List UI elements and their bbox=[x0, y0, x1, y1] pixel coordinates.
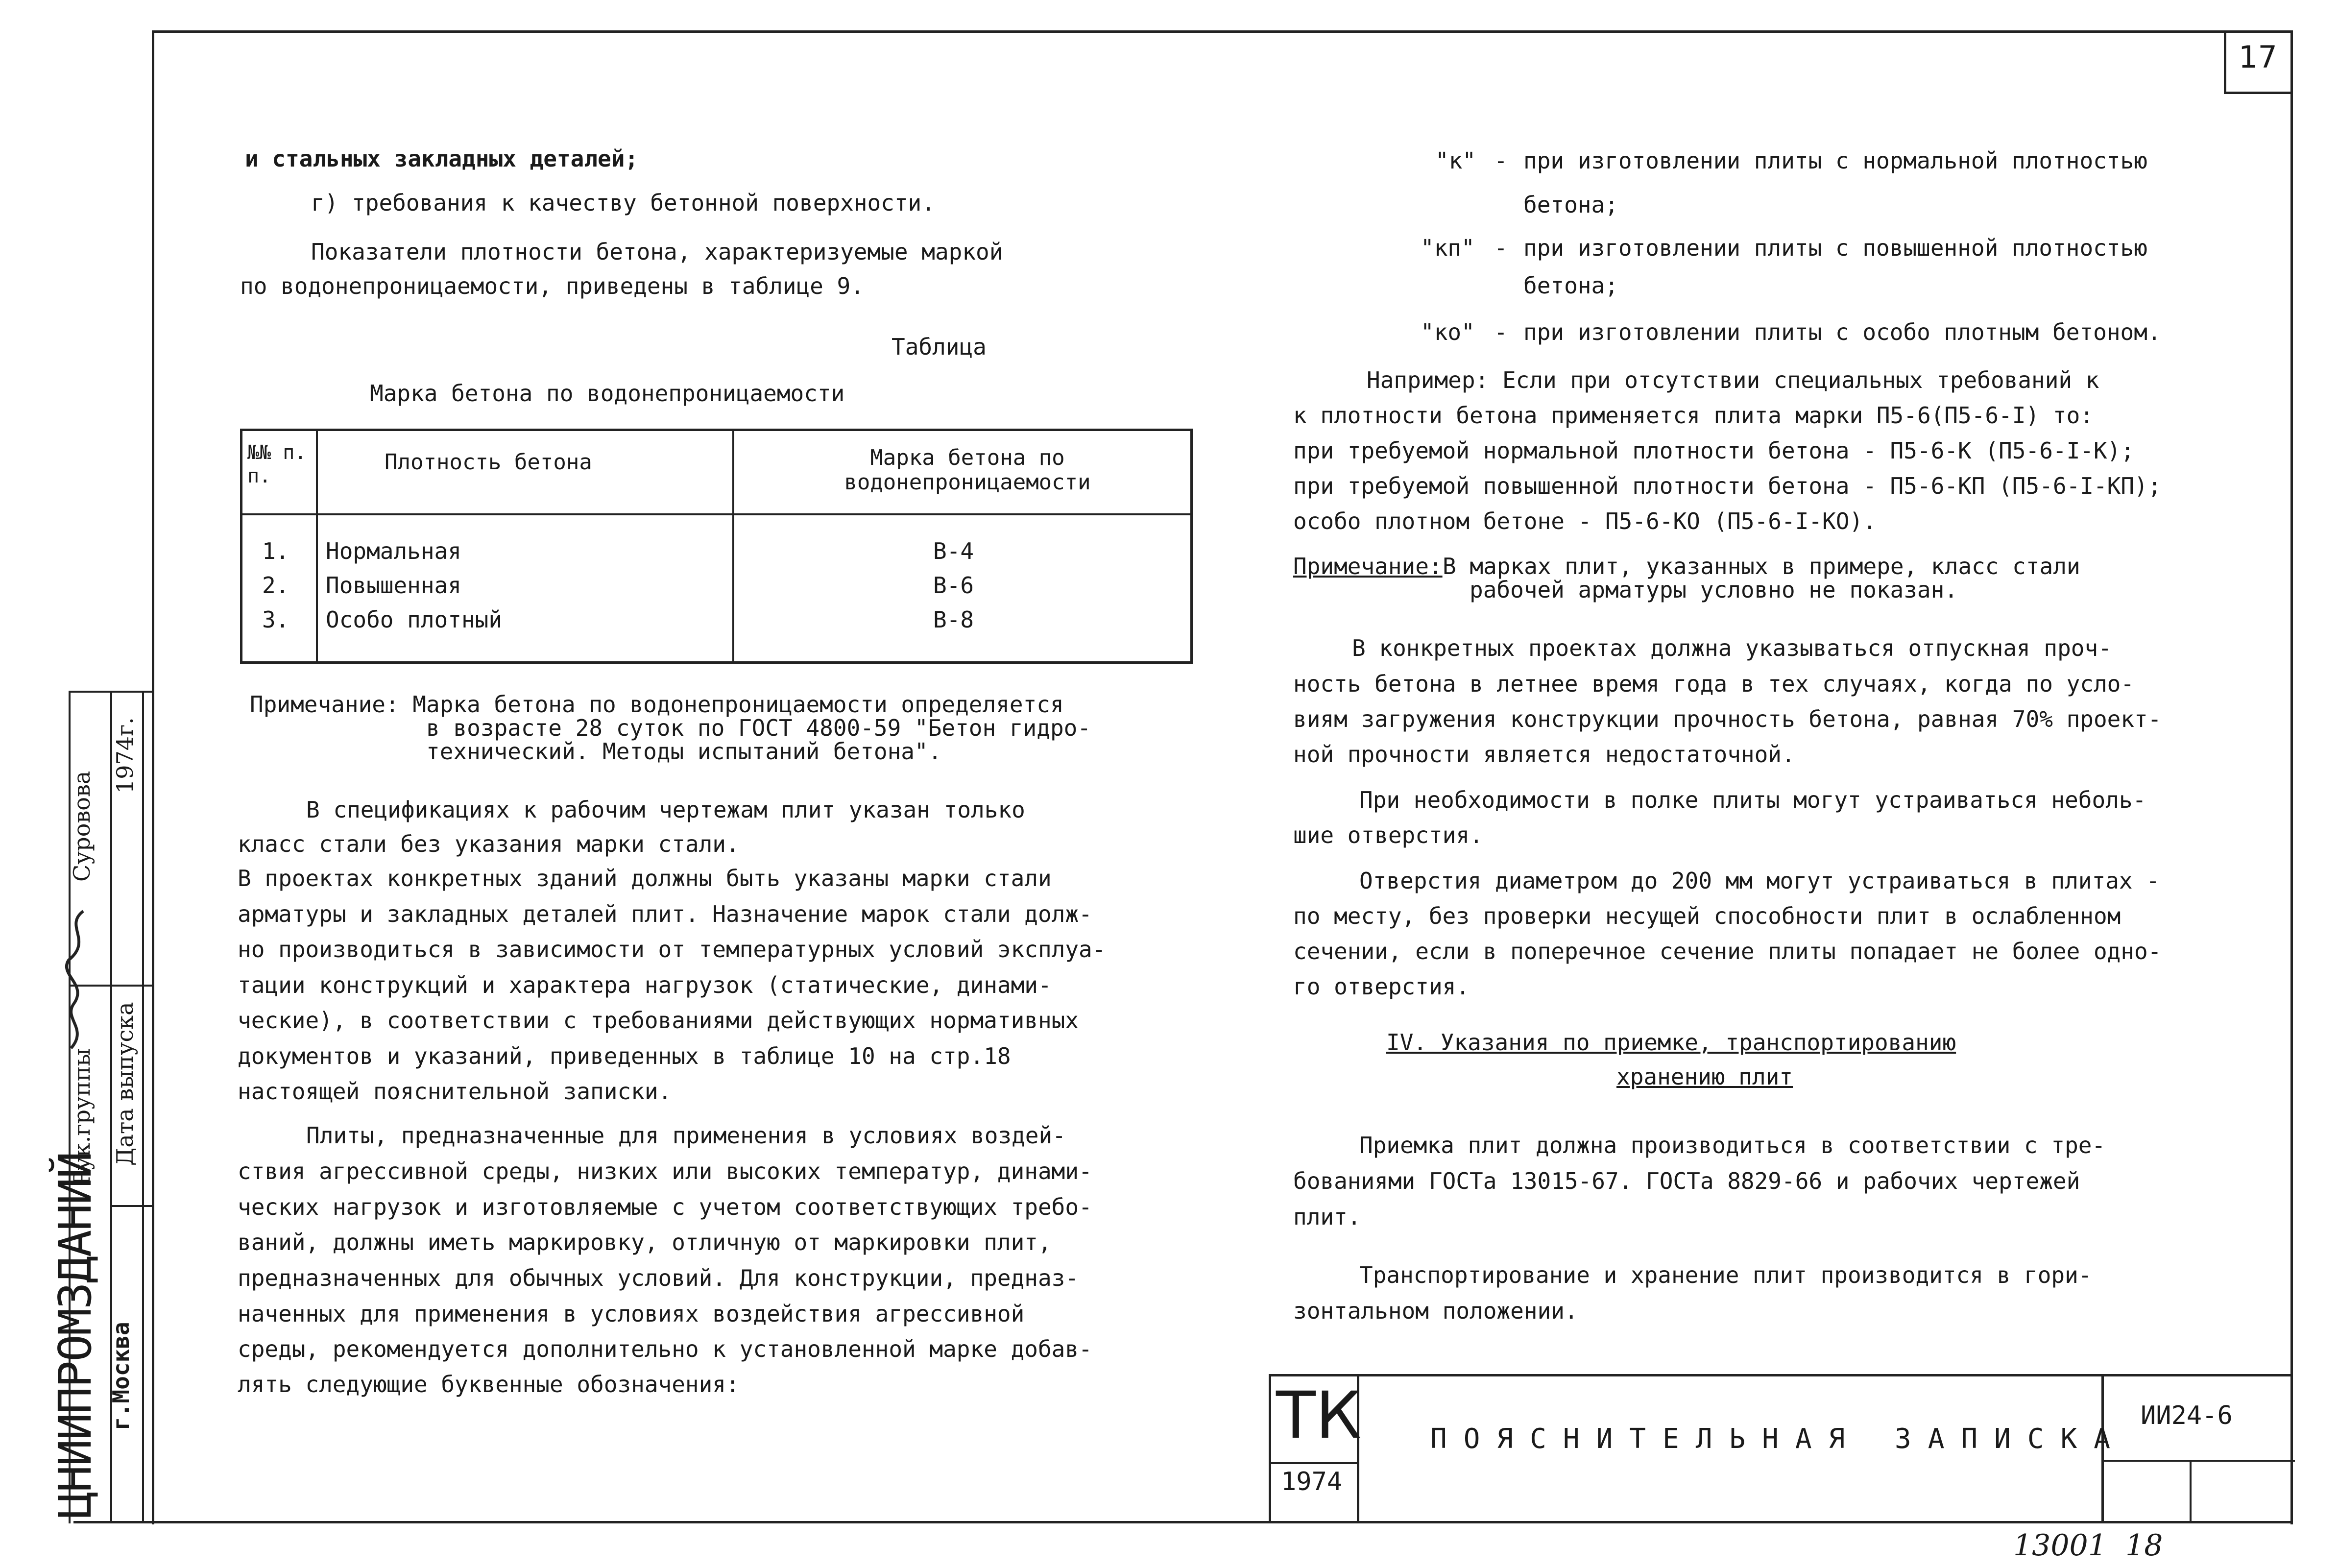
table-label: Таблица bbox=[892, 334, 987, 360]
right-note-line1: В марках плит, указанных в примере, класс стали bbox=[1443, 553, 2080, 579]
left-body-15: наченных для применения в условиях воздействия агрессивной bbox=[238, 1301, 1025, 1327]
table-row-3-grade: В-8 bbox=[933, 606, 974, 633]
left-body-7: ческие), в соответствии с требованиями действующих нормативных bbox=[238, 1007, 1079, 1034]
right-note-label: Примечание: bbox=[1293, 553, 1443, 579]
right-note-line2: рабочей арматуры условно не показан. bbox=[1470, 577, 1958, 603]
right-para3-2: по месту, без проверки несущей способности плит в ослабленном bbox=[1293, 903, 2121, 929]
left-line-4: по водонепроницаемости, приведены в таблице 9. bbox=[240, 273, 864, 299]
table-row-3-num: 3. bbox=[262, 606, 289, 633]
title-year: 1974 bbox=[1281, 1467, 1343, 1496]
left-line-2: г) требования к качеству бетонной поверхности. bbox=[311, 190, 935, 216]
designation-k-code: "к" bbox=[1435, 147, 1476, 174]
designation-kp-line2: бетона; bbox=[1523, 272, 1618, 299]
stamp-name: Суровова bbox=[69, 771, 95, 882]
example-line-5: особо плотном бетоне - П5-6-КО (П5-6-I-КО). bbox=[1293, 508, 1877, 534]
left-body-6: тации конструкций и характера нагрузок (статические, динами- bbox=[238, 972, 1052, 998]
table-row-2-density: Повышенная bbox=[326, 572, 461, 599]
right-para5-2: зонтальном положении. bbox=[1293, 1298, 1578, 1324]
table-title: Марка бетона по водонепроницаемости bbox=[370, 380, 845, 407]
left-body-13: ваний, должны иметь маркировку, отличную от маркировки плит, bbox=[238, 1229, 1052, 1255]
table-row-1-num: 1. bbox=[262, 538, 289, 564]
right-para1-4: ной прочности является недостаточной. bbox=[1293, 741, 1795, 768]
right-para3-3: сечении, если в поперечное сечение плиты попадает не более одно- bbox=[1293, 938, 2162, 965]
table-row-3-density: Особо плотный bbox=[326, 606, 503, 633]
right-para2-2: шие отверстия. bbox=[1293, 822, 1483, 848]
right-para4-2: бованиями ГОСТа 13015-67. ГОСТа 8829-66 и рабочих чертежей bbox=[1293, 1168, 2080, 1194]
right-para2-1: При необходимости в полке плиты могут устраиваться неболь- bbox=[1359, 787, 2146, 813]
right-para4-3: плит. bbox=[1293, 1204, 1361, 1230]
table-note-3: технический. Методы испытаний бетона". bbox=[426, 738, 942, 765]
left-body-10: Плиты, предназначенные для применения в условиях воздей- bbox=[306, 1122, 1066, 1149]
section-title-1: IV. Указания по приемке, транспортированию bbox=[1386, 1029, 1956, 1056]
page-number: 17 bbox=[2239, 39, 2277, 75]
left-body-16: среды, рекомендуется дополнительно к установленной марке добав- bbox=[238, 1336, 1092, 1362]
right-para1-3: виям загружения конструкции прочность бетона, равная 70% проект- bbox=[1293, 706, 2162, 732]
left-body-4: арматуры и закладных деталей плит. Назначение марок стали долж- bbox=[238, 901, 1092, 927]
stamp-date-label: Дата выпуска bbox=[112, 1002, 138, 1166]
table-note-1: Примечание: Марка бетона по водонепроницаемости определяется bbox=[250, 691, 1064, 718]
left-body-14: предназначенных для обычных условий. Для конструкции, предназ- bbox=[238, 1265, 1079, 1291]
example-line-2: к плотности бетона применяется плита марки П5-6(П5-6-I) то: bbox=[1293, 402, 2094, 429]
designation-kp-dash: - bbox=[1494, 235, 1508, 261]
left-line-3: Показатели плотности бетона, характеризуемые маркой bbox=[311, 239, 1003, 265]
right-para5-1: Транспортирование и хранение плит производится в гори- bbox=[1359, 1262, 2092, 1288]
example-line-4: при требуемой повышенной плотности бетона - П5-6-КП (П5-6-I-КП); bbox=[1293, 473, 2162, 499]
designation-k-dash: - bbox=[1494, 147, 1508, 174]
left-body-8: документов и указаний, приведенных в таблице 10 на стр.18 bbox=[238, 1043, 1011, 1069]
title-series: ТК bbox=[1276, 1378, 1362, 1453]
right-para4-1: Приемка плит должна производиться в соответствии с тре- bbox=[1359, 1132, 2106, 1158]
designation-kp-line1: при изготовлении плиты с повышенной плотностью bbox=[1523, 235, 2147, 261]
left-body-5: но производиться в зависимости от температурных условий эксплуа- bbox=[238, 936, 1106, 963]
stamp-date-value: 1974г. bbox=[112, 717, 138, 794]
example-line-1: Например: Если при отсутствии специальных требований к bbox=[1367, 367, 2099, 393]
left-body-12: ческих нагрузок и изготовляемые с учетом соответствующих требо- bbox=[238, 1194, 1092, 1220]
right-para1-2: ность бетона в летнее время года в тех случаях, когда по усло- bbox=[1293, 671, 2135, 697]
title-code: ИИ24-6 bbox=[2141, 1401, 2233, 1430]
designation-k-line1: при изготовлении плиты с нормальной плотностью bbox=[1523, 147, 2147, 174]
stamp-city: г.Москва bbox=[108, 1322, 134, 1430]
left-body-1: В спецификациях к рабочим чертежам плит указан только bbox=[306, 796, 1025, 823]
left-body-3: В проектах конкретных зданий должны быть указаны марки стали bbox=[238, 865, 1052, 892]
frame-top-line bbox=[152, 30, 2292, 33]
designation-k-line2: бетона; bbox=[1523, 192, 1618, 218]
frame-right-line bbox=[2290, 30, 2293, 1524]
left-body-17: лять следующие буквенные обозначения: bbox=[238, 1371, 740, 1398]
frame-left-line bbox=[152, 30, 154, 1524]
density-table bbox=[240, 429, 1193, 664]
right-para1-1: В конкретных проектах должна указываться отпускная проч- bbox=[1352, 635, 2112, 661]
left-line-1: и стальных закладных деталей; bbox=[245, 145, 639, 172]
stamp-role: Рук.группы bbox=[69, 1048, 95, 1185]
table-row-2-num: 2. bbox=[262, 572, 289, 599]
designation-ko-dash: - bbox=[1494, 319, 1508, 345]
signature-mark bbox=[54, 906, 98, 1063]
table-row-2-grade: В-6 bbox=[933, 572, 974, 599]
table-header-grade: Марка бетона по водонепроницаемости bbox=[844, 445, 1091, 495]
left-body-11: ствия агрессивной среды, низких или высоких температур, динами- bbox=[238, 1158, 1092, 1184]
section-title-2: хранению плит bbox=[1616, 1063, 1793, 1090]
title-main: ПОЯСНИТЕЛЬНАЯ ЗАПИСКА bbox=[1430, 1423, 2127, 1455]
example-line-3: при требуемой нормальной плотности бетона - П5-6-К (П5-6-I-К); bbox=[1293, 437, 2135, 464]
left-body-2: класс стали без указания марки стали. bbox=[238, 831, 740, 857]
table-row-1-grade: В-4 bbox=[933, 538, 974, 564]
left-body-9: настоящей пояснительной записки. bbox=[238, 1078, 672, 1105]
right-para3-1: Отверстия диаметром до 200 мм могут устраиваться в плитах - bbox=[1359, 868, 2160, 894]
designation-ko-line1: при изготовлении плиты с особо плотным бетоном. bbox=[1523, 319, 2161, 345]
table-note-2: в возрасте 28 суток по ГОСТ 4800-59 "Бетон гидро- bbox=[426, 715, 1091, 741]
table-header-num: №№ п.п. bbox=[247, 441, 307, 487]
stamp-org: ЦНИИПРОМЗДАНИЙ bbox=[49, 1152, 101, 1519]
designation-ko-code: "ко" bbox=[1421, 319, 1475, 345]
bottom-handwriting: 13001 18 bbox=[2013, 1528, 2163, 1563]
table-header-density: Плотность бетона bbox=[385, 450, 592, 475]
right-para3-4: го отверстия. bbox=[1293, 973, 1470, 1000]
table-row-1-density: Нормальная bbox=[326, 538, 461, 564]
designation-kp-code: "кп" bbox=[1421, 235, 1475, 261]
